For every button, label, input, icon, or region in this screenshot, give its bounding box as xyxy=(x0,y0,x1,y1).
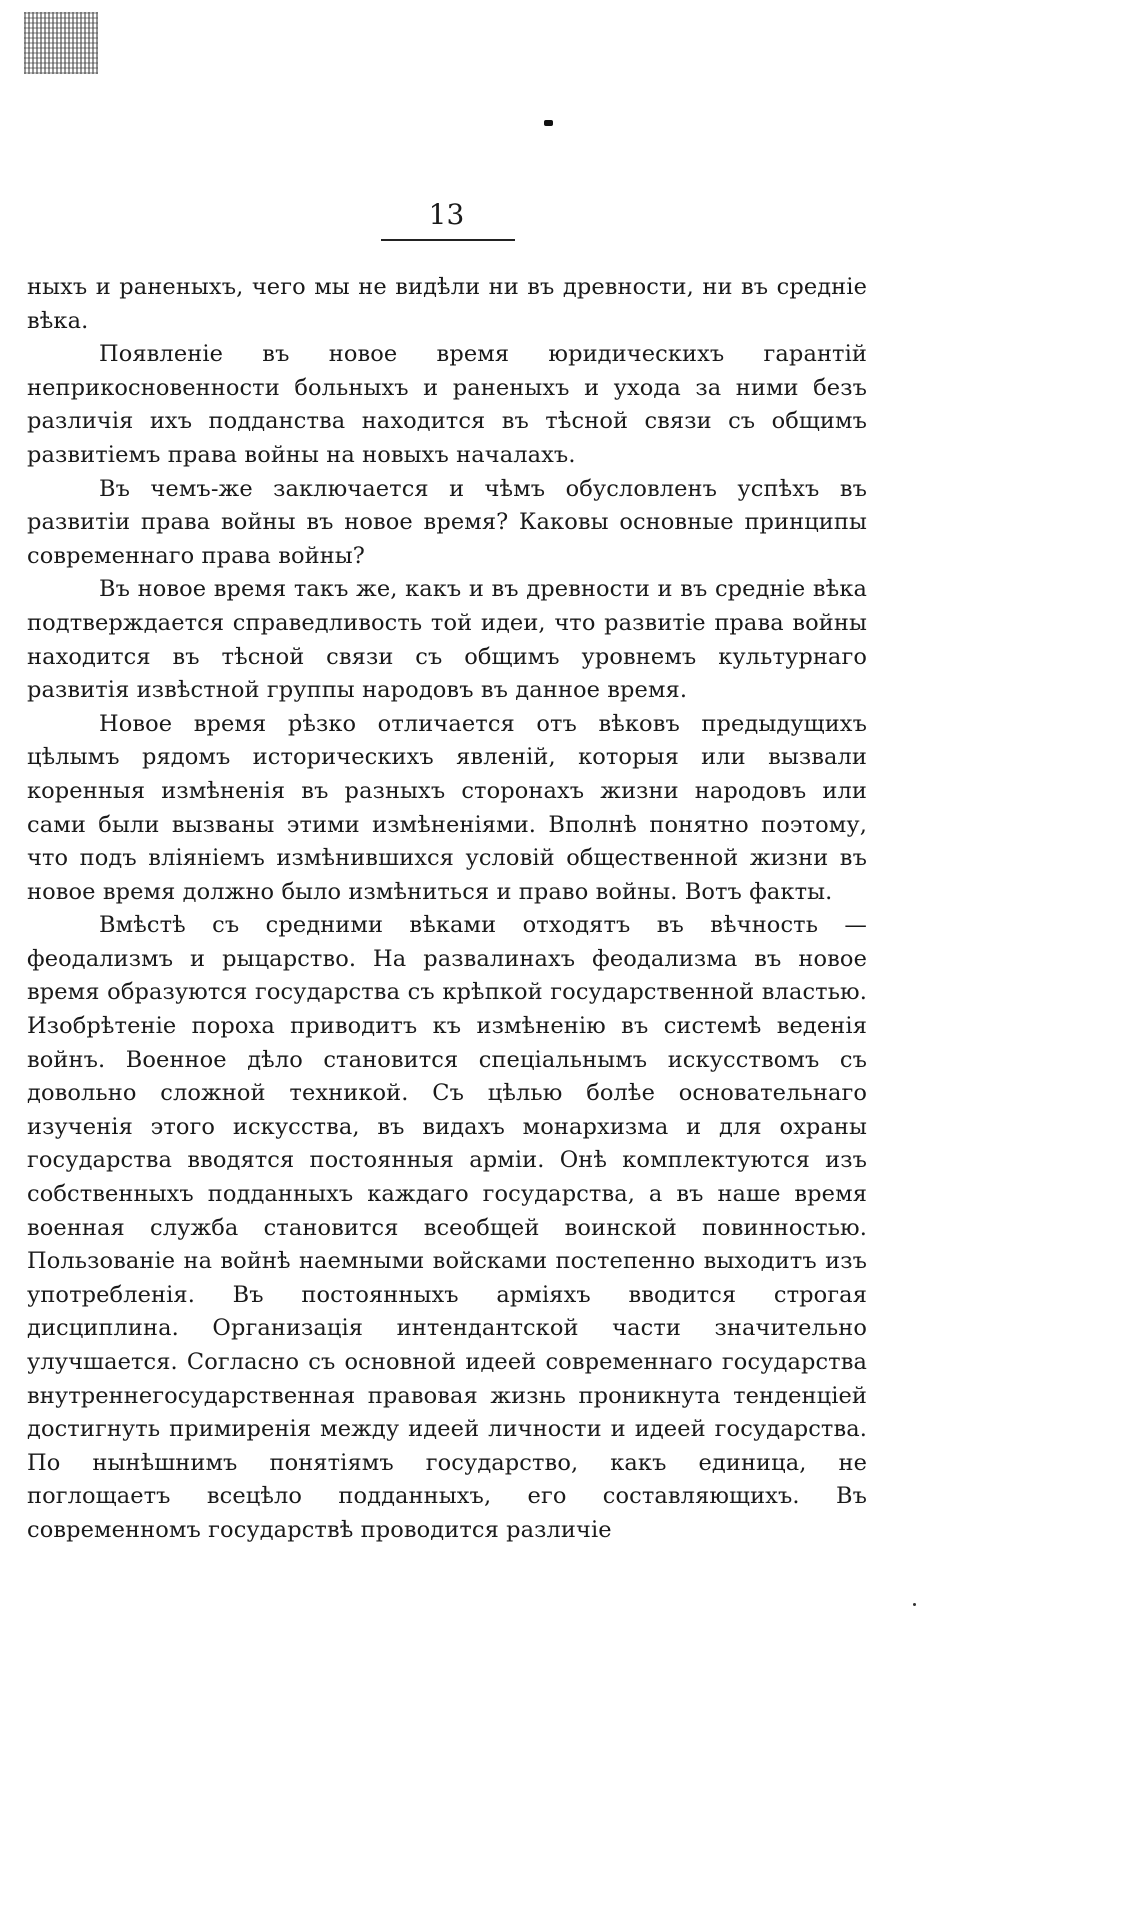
paragraph: Въ чемъ-же заключается и чѣмъ обусловленъ успѣхъ въ развитіи права войны въ новое время? Каковы основные принципы современнаго права войны? xyxy=(27,475,867,569)
page-number: 13 xyxy=(428,198,465,231)
scan-artifact-speck xyxy=(913,1603,916,1606)
paragraph: Въ новое время такъ же, какъ и въ древности и въ средніе вѣка подтверждается справедливость той идеи, что развитіе права войны находится въ тѣсной связи съ общимъ уровнемъ культурнаго развитія извѣстной группы народовъ въ данное время. xyxy=(27,576,867,704)
paragraph: Вмѣстѣ съ средними вѣками отходятъ въ вѣчность — феодализмъ и рыцарство. На развалинахъ феодализма въ новое время образуются государства съ крѣпкой государственной властью. Изобрѣтеніе пороха приводитъ къ измѣненію въ системѣ веденія войнъ. Военное дѣло становится спеціальнымъ искусствомъ съ довольно сложной техникой. Съ цѣлью болѣе основательнаго изученія этого искусства, въ видахъ монархизма и для охраны государства вводятся постоянныя арміи. Онѣ комплектуются изъ собственныхъ подданныхъ каждаго государства, а въ наше время военная служба становится всеобщей воинской повинностью. Пользованіе на войнѣ наемными войсками постепенно выходитъ изъ употребленія. Въ постоянныхъ арміяхъ вводится строгая дисциплина. Организація интендантской части значительно улучшается. Согласно съ основной идеей современнаго государства внутреннегосударственная правовая жизнь проникнута тенденціей достигнуть примиренія между идеей личности и идеей государства. По нынѣшнимъ понятіямъ государство, какъ единица, не поглощаетъ всецѣло подданныхъ, его составляющихъ. Въ современномъ государствѣ проводится различіе xyxy=(27,912,867,1543)
body-text xyxy=(27,271,867,1548)
scan-artifact-corner xyxy=(24,12,98,74)
scan-artifact-dot xyxy=(544,120,553,126)
paragraph: Новое время рѣзко отличается отъ вѣковъ предыдущихъ цѣлымъ рядомъ историческихъ явленій, которыя или вызвали коренныя измѣненія въ разныхъ сторонахъ жизни народовъ или сами были вызваны этими измѣненіями. Вполнѣ понятно поэтому, что подъ вліяніемъ измѣнившихся условій общественной жизни въ новое время должно было измѣниться и право войны. Вотъ факты. xyxy=(27,710,867,905)
paragraph: Появленіе въ новое время юридическихъ гарантій неприкосновенности больныхъ и раненыхъ и ухода за ними безъ различія ихъ подданства находится въ тѣсной связи съ общимъ развитіемъ права войны на новыхъ началахъ. xyxy=(27,341,867,468)
paragraph-continued: ныхъ и раненыхъ, чего мы не видѣли ни въ древности, ни въ средніе вѣка. xyxy=(27,274,867,334)
page-number-rule xyxy=(381,239,515,241)
